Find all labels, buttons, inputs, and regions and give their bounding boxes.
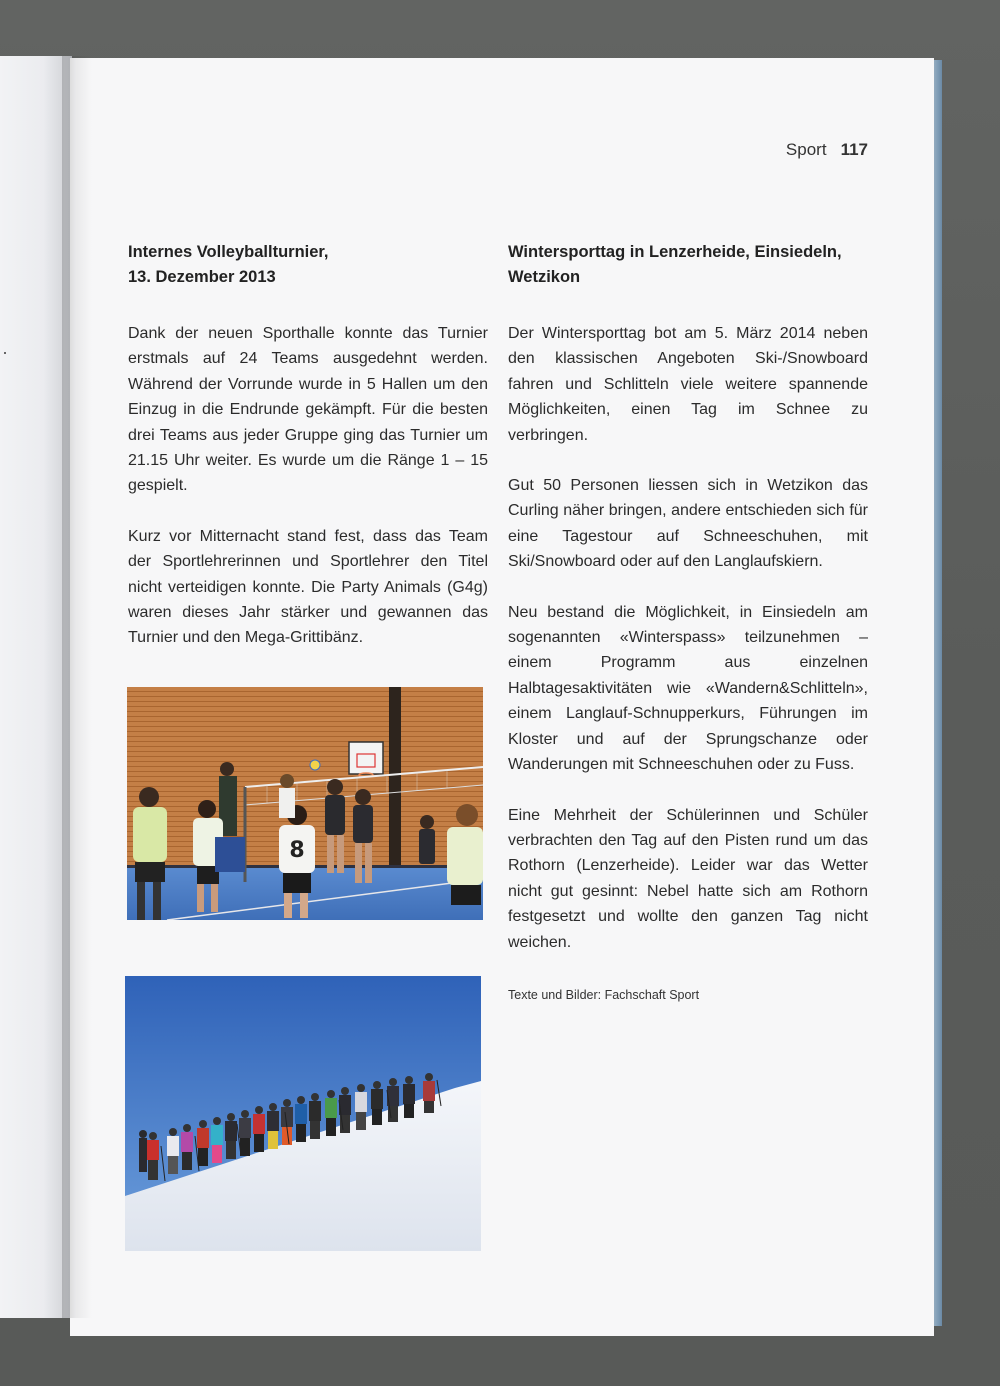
paragraph: Eine Mehrheit der Schülerinnen und Schüler verbrachten den Tag auf den Pisten rund um das Rothorn (Lenzerheide). Leider war das Wetter nicht gut gesinnt: Nebel hatte sich am Rothorn festgesetzt und wollte den ganzen Tag nicht weichen.	[508, 806, 868, 951]
right-column	[508, 240, 868, 1002]
stray-mark	[4, 352, 6, 354]
paragraph: Neu bestand die Möglichkeit, in Einsiedeln am sogenannten «Winterspass» teilzunehmen – einem Programm aus einzelnen Halbtagesaktivitäten wie «Wandern&Schlitteln», einem Langlauf-Schnupperkurs, Führungen im Kloster und auf der Sprungschanze oder Wanderungen mit Schneeschuhen oder zu Fuss.	[508, 603, 868, 774]
volleyball-scene	[127, 687, 483, 920]
paragraph: Gut 50 Personen liessen sich in Wetzikon das Curling näher bringen, andere entschieden sich für eine Tagestour auf Schneeschuhen, mit Ski/Snowboard oder auf den Langlaufskiern.	[508, 477, 868, 571]
photo-credit: Texte und Bilder: Fachschaft Sport	[508, 987, 700, 1002]
snow-scene	[125, 976, 481, 1251]
section-title: Sport	[785, 140, 827, 159]
gutter-shadow	[62, 56, 92, 1318]
left-column	[128, 240, 488, 651]
paragraph: Kurz vor Mitternacht stand fest, dass das Team der Sportlehrerinnen und Sportlehrer den Titel nicht verteidigen konnte. Die Party Animals (G4g) waren dieses Jahr stärker und gewannen das Turnier und den Mega-Grittibänz.	[128, 527, 488, 647]
volleyball	[310, 760, 320, 770]
basketball-backboard	[349, 742, 383, 774]
page-number: 117	[840, 140, 868, 159]
volleyball-photo	[127, 687, 483, 920]
heading-line: Wetzikon	[508, 268, 581, 286]
wall-pillar	[389, 687, 401, 887]
heading-line: 13. Dezember 2013	[128, 268, 276, 286]
volleyball-heading	[128, 240, 488, 290]
snowshoe-hike-photo	[125, 976, 481, 1251]
wintersport-heading	[508, 240, 868, 290]
heading-line: Wintersporttag in Lenzerheide, Einsiedeln,	[508, 243, 842, 261]
heading-line: Internes Volleyballturnier,	[128, 243, 329, 261]
paragraph: Der Wintersporttag bot am 5. März 2014 neben den klassischen Angeboten Ski-/Snowboard fahren und Schlitteln viele weitere spannende Möglichkeiten, einen Tag im Schnee zu verbringen.	[508, 325, 868, 444]
jersey-number: 8	[289, 838, 305, 863]
paragraph: Dank der neuen Sporthalle konnte das Turnier erstmals auf 24 Teams ausgedehnt werden. Während der Vorrunde wurde in 5 Hallen um den Einzug in die Endrunde gekämpft. Für die besten drei Teams aus jeder Gruppe ging das Turnier um 21.15 Uhr weiter. Es wurde um die Ränge 1 – 15 gespielt.	[128, 325, 488, 495]
running-head	[700, 140, 868, 160]
